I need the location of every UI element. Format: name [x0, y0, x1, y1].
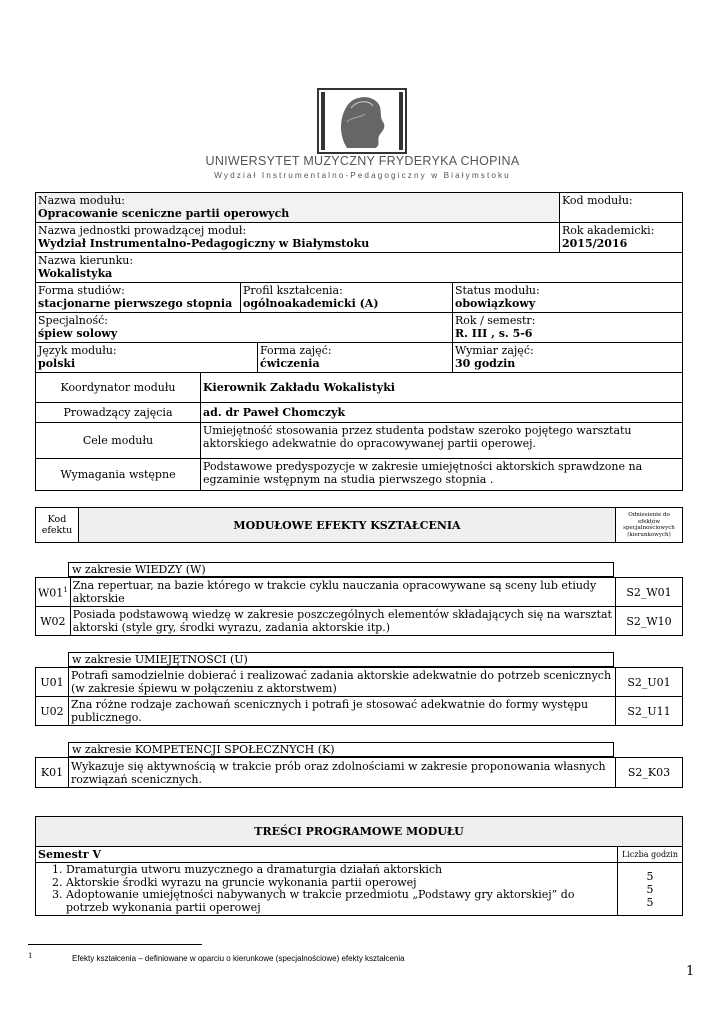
req-value: Podstawowe predyspozycje w zakresie umiejętności aktorskich sprawdzone na egzaminie wstępnym na studia pierwszego stopnia . — [201, 459, 683, 491]
content-title: TREŚCI PROGRAMOWE MODUŁU — [36, 817, 683, 847]
university-logo — [317, 88, 407, 154]
year-label: Rok akademicki: — [562, 224, 655, 237]
teacher-value: ad. dr Paweł Chomczyk — [201, 403, 683, 423]
effect-text-u01: Potrafi samodzielnie dobierać i realizować zadania aktorskie adekwatnie do potrzeb scenicznych (w zakresie śpiewu w połączeniu z aktorstwem) — [69, 668, 616, 697]
page-number: 1 — [686, 964, 695, 979]
effect-text-w02: Posiada podstawową wiedzę w zakresie poszczególnych elementów składających się na warsztat aktorski (style gry, środki wyrazu, zadania aktorskie itp.) — [70, 607, 615, 636]
effect-ref-k01: S2_K03 — [616, 758, 683, 788]
ref-header: Odniesienie do efektów specjalnościowych (kierunkowych) — [616, 508, 683, 543]
hours-value: 30 godzin — [455, 357, 516, 370]
req-label: Wymagania wstępne — [36, 459, 201, 491]
semester-cell — [453, 313, 683, 343]
year-value: 2015/2016 — [562, 237, 628, 250]
competences-effects-table — [35, 757, 683, 788]
semester-label: Semestr V — [36, 847, 618, 863]
content-items-cell — [36, 863, 618, 916]
goals-label: Cele modułu — [36, 423, 201, 459]
module-name-cell — [36, 193, 560, 223]
profile-label: Profil kształcenia: — [243, 284, 343, 297]
program-content-table — [35, 816, 683, 916]
coord-label: Koordynator modułu — [36, 373, 201, 403]
class-form-cell — [258, 343, 453, 372]
section-skills-label: w zakresie UMIEJĘTNOŚCI (U) — [68, 652, 614, 667]
unit-label: Nazwa jednostki prowadzącej moduł: — [38, 224, 247, 237]
content-hours: 5 — [646, 882, 654, 896]
content-hours: 5 — [646, 869, 654, 883]
year-cell — [560, 223, 683, 253]
effect-code-k01: K01 — [36, 758, 69, 788]
direction-cell — [36, 253, 683, 283]
module-info-table — [35, 192, 683, 373]
effect-code-w01 — [36, 578, 71, 607]
content-item: 2. Aktorskie środki wyrazu na gruncie wykonania partii operowej — [66, 877, 615, 890]
footnote-ref: 1 — [63, 586, 68, 595]
knowledge-effects-table — [35, 577, 683, 636]
form-value: stacjonarne pierwszego stopnia — [38, 297, 233, 310]
profile-cell — [241, 283, 453, 313]
effect-ref-w01: S2_W01 — [616, 578, 683, 607]
code-header: Kod efektu — [36, 508, 79, 543]
module-code-label: Kod modułu: — [562, 194, 633, 207]
lang-form-cell — [36, 343, 453, 373]
form-cell — [36, 283, 241, 313]
content-hours-cell — [618, 863, 683, 916]
module-name-label: Nazwa modułu: — [38, 194, 125, 207]
university-name: UNIWERSYTET MUZYCZNY FRYDERYKA CHOPINA — [205, 154, 520, 168]
skills-effects-table — [35, 667, 683, 726]
module-meta-table — [35, 372, 683, 491]
module-name: Opracowanie sceniczne partii operowych — [38, 207, 290, 220]
hours-cell — [453, 343, 683, 373]
lang-label: Język modułu: — [38, 344, 117, 357]
effect-code: W01 — [38, 586, 64, 600]
section-knowledge-label: w zakresie WIEDZY (W) — [68, 562, 614, 577]
class-form-value: ćwiczenia — [260, 357, 320, 370]
effect-text-u02: Zna różne rodzaje zachowań scenicznych i potrafi je stosować adekwatnie do formy występu publicznego. — [69, 697, 616, 726]
semester-label: Rok / semestr: — [455, 314, 536, 327]
content-list — [38, 864, 615, 914]
hours-label: Wymiar zajęć: — [455, 344, 534, 357]
effect-text-k01: Wykazuje się aktywnością w trakcie prób oraz zdolnościami w zakresie proponowania własnych rozwiązań scenicznych. — [69, 758, 616, 788]
profile-value: ogólnoakademicki (A) — [243, 297, 379, 310]
effect-text-w01: Zna repertuar, na bazie którego w trakcie cyklu nauczania opracowywane są sceny lub etiudy aktorskie — [70, 578, 615, 607]
effect-ref-u01: S2_U01 — [616, 668, 683, 697]
direction-value: Wokalistyka — [38, 267, 113, 280]
spec-cell — [36, 313, 453, 343]
unit-cell — [36, 223, 560, 253]
lang-cell — [36, 343, 258, 372]
section-competences-label: w zakresie KOMPETENCJI SPOŁECZNYCH (K) — [68, 742, 614, 757]
effect-code-u01: U01 — [36, 668, 69, 697]
status-label: Status modułu: — [455, 284, 540, 297]
hours-header: Liczba godzin — [618, 847, 683, 863]
effects-header — [35, 507, 683, 543]
lang-value: polski — [38, 357, 76, 370]
teacher-label: Prowadzący zajęcia — [36, 403, 201, 423]
content-item: 1. Dramaturgia utworu muzycznego a dramaturgia działań aktorskich — [66, 864, 615, 877]
goals-value: Umiejętność stosowania przez studenta podstaw szeroko pojętego warsztatu aktorskiego adekwatnie do opracowywanej partii operowej. — [201, 423, 683, 459]
semester-value: R. III , s. 5-6 — [455, 327, 533, 340]
content-item: 3. Adoptowanie umiejętności nabywanych w trakcie przedmiotu „Podstawy gry aktorskiej” do potrzeb wykonania partii operowej — [66, 889, 615, 914]
content-hours: 5 — [646, 895, 654, 909]
footnote-divider — [28, 944, 202, 945]
faculty-name: Wydział Instrumentalno-Pedagogiczny w Białymstoku — [214, 171, 511, 180]
direction-label: Nazwa kierunku: — [38, 254, 134, 267]
effects-title: MODUŁOWE EFEKTY KSZTAŁCENIA — [79, 508, 616, 543]
footnote-text: Efekty kształcenia – definiowane w oparciu o kierunkowe (specjalnościowe) efekty kształcenia — [72, 954, 405, 963]
module-code-cell — [560, 193, 683, 223]
class-form-label: Forma zajęć: — [260, 344, 332, 357]
coord-value: Kierownik Zakładu Wokalistyki — [201, 373, 683, 403]
footnote-number: 1 — [28, 952, 33, 960]
spec-value: śpiew solowy — [38, 327, 118, 340]
effect-ref-u02: S2_U11 — [616, 697, 683, 726]
effect-ref-w02: S2_W10 — [616, 607, 683, 636]
spec-label: Specjalność: — [38, 314, 108, 327]
effect-code-u02: U02 — [36, 697, 69, 726]
status-cell — [453, 283, 683, 313]
unit-value: Wydział Instrumentalno-Pedagogiczny w Białymstoku — [38, 237, 370, 250]
form-label: Forma studiów: — [38, 284, 125, 297]
status-value: obowiązkowy — [455, 297, 536, 310]
effect-code-w02: W02 — [36, 607, 71, 636]
